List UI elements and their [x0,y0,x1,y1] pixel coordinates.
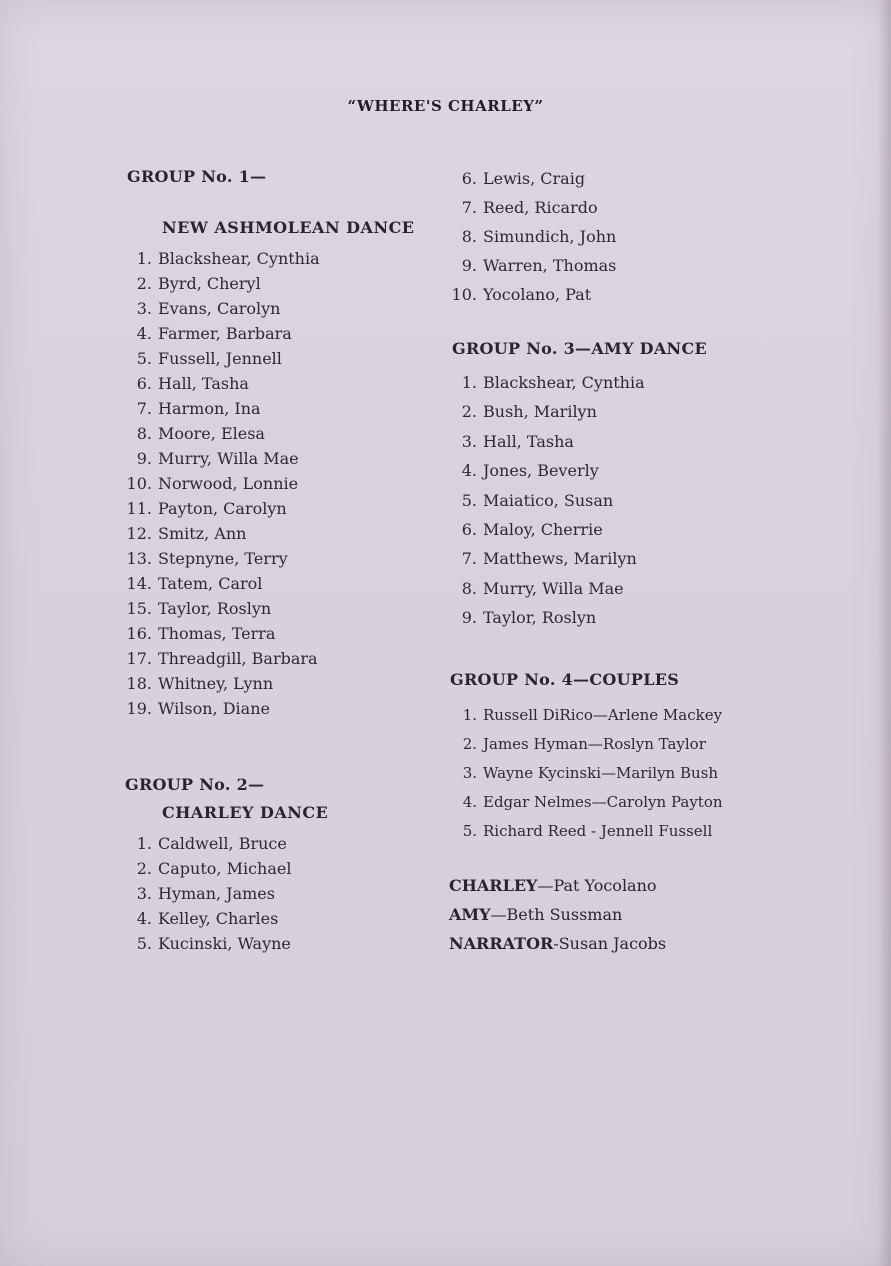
list-name: Wilson, Diane [158,699,270,718]
list-name: Reed, Ricardo [483,198,598,217]
list-name: Lewis, Craig [483,169,586,188]
list-item [124,831,291,856]
group1-subheading: NEW ASHMOLEAN DANCE [162,218,415,237]
list-name: Hyman, James [158,884,275,903]
list-number: 5. [461,490,477,510]
list-name: Farmer, Barbara [158,324,292,343]
couple-item [449,788,723,817]
list-item [124,621,320,646]
list-item [124,906,291,931]
list-number: 12. [126,524,152,543]
list-name: Murry, Willa Mae [483,578,624,598]
list-number: 6. [136,374,152,393]
list-number: 5. [136,934,152,953]
list-item [449,222,616,251]
group1-member-list [124,246,320,721]
cast-actor: Susan Jacobs [558,934,667,953]
list-item [124,346,320,371]
list-name: Blackshear, Cynthia [483,373,645,392]
list-name: Maloy, Cherrie [483,519,603,539]
list-number: 9. [461,608,477,628]
cast-role: CHARLEY [449,876,538,895]
list-number: 3. [136,299,152,318]
list-number: 6. [461,519,477,539]
list-item [449,251,616,280]
list-item [124,521,320,546]
list-number: 4. [461,461,477,481]
group2-subheading: CHARLEY DANCE [162,803,329,822]
page-edge-shadow [877,0,891,1266]
list-item [124,446,320,471]
list-name: Richard Reed - Jennell Fussell [483,822,713,840]
list-number: 2. [136,274,152,293]
list-name: Russell DiRico—Arlene Mackey [483,706,723,724]
cast-role: NARRATOR [449,934,554,953]
list-number: 4. [462,793,477,811]
list-number: 1. [136,834,152,853]
list-number: 7. [461,198,477,217]
list-number: 10. [126,474,152,493]
page-title: “WHERE'S CHARLEY” [347,97,544,115]
list-name: Evans, Carolyn [158,299,281,318]
list-item [449,193,616,222]
list-item [449,456,645,485]
list-item [124,596,320,621]
list-item [449,486,645,515]
list-number: 8. [461,578,477,598]
list-item [449,397,645,426]
group2-member-list-continued [449,164,616,309]
list-name: Matthews, Marilyn [483,549,637,569]
cast-separator: - [553,934,559,953]
list-name: Fussell, Jennell [158,349,282,368]
group4-heading: GROUP No. 4—COUPLES [450,670,680,689]
list-number: 2. [462,735,477,753]
list-item [124,371,320,396]
list-number: 3. [136,884,152,903]
list-number: 9. [461,256,477,275]
list-name: Norwood, Lonnie [158,474,299,493]
list-name: Smitz, Ann [158,524,247,543]
list-number: 5. [136,349,152,368]
list-number: 3. [462,764,477,782]
list-item [124,396,320,421]
list-name: Maiatico, Susan [483,490,614,510]
list-name: Wayne Kycinski—Marilyn Bush [483,764,719,782]
list-number: 7. [461,549,477,569]
list-item [124,881,291,906]
list-number: 5. [462,822,477,840]
list-name: Taylor, Roslyn [158,599,272,618]
list-name: Harmon, Ina [158,399,261,418]
list-name: James Hyman—Roslyn Taylor [483,735,706,753]
list-number: 1. [136,249,152,268]
list-name: Bush, Marilyn [483,402,597,422]
list-number: 10. [451,285,477,304]
list-name: Hall, Tasha [483,431,574,451]
list-name: Yocolano, Pat [483,285,592,304]
list-item [124,471,320,496]
list-item [124,296,320,321]
cast-separator: — [490,905,507,924]
list-number: 3. [461,431,477,451]
list-item [449,603,645,632]
list-item [124,646,320,671]
list-number: 1. [461,373,477,392]
list-item [124,931,291,956]
list-number: 4. [136,909,152,928]
list-item [124,671,320,696]
list-name: Warren, Thomas [483,256,617,275]
list-number: 9. [136,449,152,468]
list-name: Kucinski, Wayne [158,934,291,953]
group2-heading: GROUP No. 2— [125,775,265,794]
list-name: Stepnyne, Terry [158,549,288,568]
list-name: Edgar Nelmes—Carolyn Payton [483,793,723,811]
couple-item [449,817,723,846]
list-number: 14. [126,574,152,593]
list-name: Blackshear, Cynthia [158,249,320,268]
list-number: 2. [136,859,152,878]
list-item [449,574,645,603]
list-name: Threadgill, Barbara [158,649,318,668]
cast-actor: Pat Yocolano [553,876,657,895]
list-name: Hall, Tasha [158,374,249,393]
list-name: Payton, Carolyn [158,499,287,518]
list-item [449,515,645,544]
list-name: Jones, Beverly [483,461,599,481]
group1-heading: GROUP No. 1— [127,167,267,186]
list-name: Caldwell, Bruce [158,834,287,853]
list-name: Caputo, Michael [158,859,292,878]
list-item [124,271,320,296]
list-number: 15. [126,599,152,618]
list-number: 7. [136,399,152,418]
list-number: 1. [462,706,477,724]
list-name: Thomas, Terra [158,624,276,643]
list-item [124,856,291,881]
cast-role: AMY [449,905,491,924]
list-item [124,421,320,446]
cast-charley [449,876,657,895]
list-item [449,368,645,397]
list-number: 13. [126,549,152,568]
list-number: 4. [136,324,152,343]
list-name: Kelley, Charles [158,909,279,928]
list-number: 8. [461,227,477,246]
list-item [449,427,645,456]
list-item [124,246,320,271]
group3-member-list [449,368,645,633]
cast-actor: Beth Sussman [506,905,623,924]
list-number: 19. [126,699,152,718]
list-item [124,546,320,571]
list-number: 16. [126,624,152,643]
list-number: 8. [136,424,152,443]
couple-item [449,701,723,730]
list-item [124,571,320,596]
list-name: Taylor, Roslyn [483,608,597,628]
list-number: 6. [461,169,477,188]
list-item [124,696,320,721]
couple-item [449,730,723,759]
list-item [449,280,616,309]
list-name: Murry, Willa Mae [158,449,299,468]
group4-couples-list [449,701,723,846]
cast-amy [449,905,622,924]
group2-member-list [124,831,291,956]
list-number: 2. [461,402,477,422]
list-name: Tatem, Carol [158,574,263,593]
list-item [449,164,616,193]
cast-separator: — [537,876,554,895]
list-number: 18. [126,674,152,693]
list-item [449,544,645,573]
list-item [124,496,320,521]
list-number: 11. [126,499,152,518]
list-name: Moore, Elesa [158,424,265,443]
couple-item [449,759,723,788]
list-item [124,321,320,346]
list-name: Simundich, John [483,227,617,246]
list-number: 17. [126,649,152,668]
list-name: Byrd, Cheryl [158,274,261,293]
cast-narrator [449,934,666,953]
group3-heading: GROUP No. 3—AMY DANCE [452,339,708,358]
list-name: Whitney, Lynn [158,674,274,693]
